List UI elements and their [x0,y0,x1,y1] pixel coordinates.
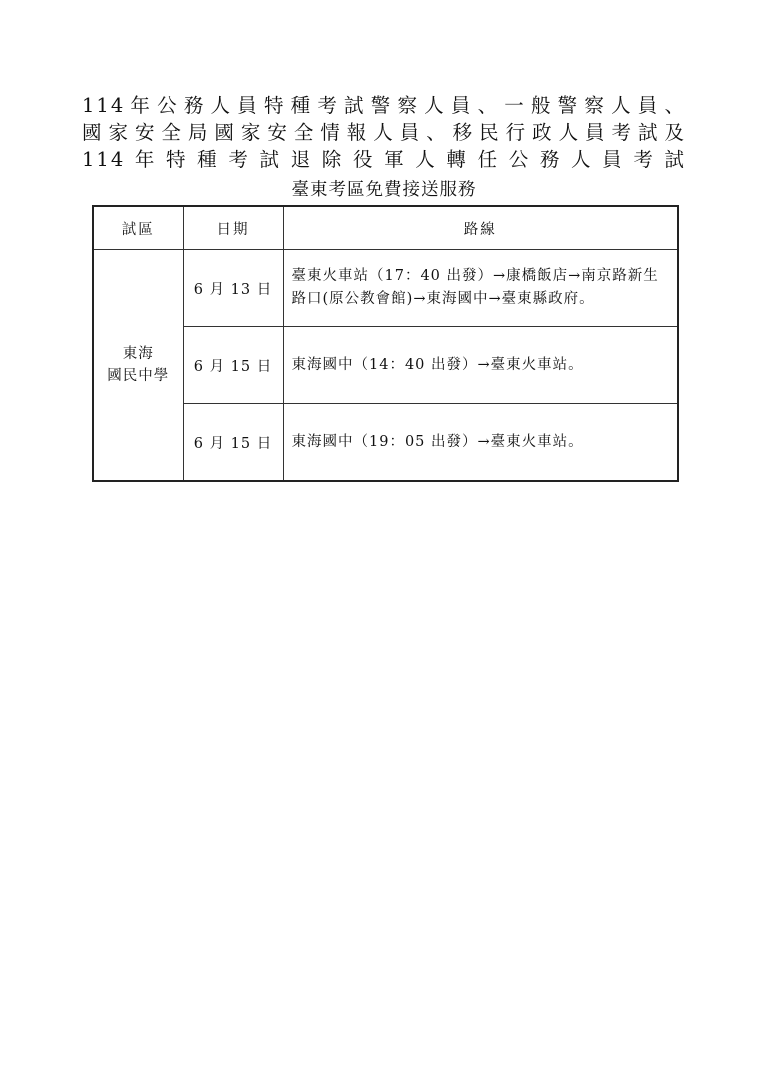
document-subtitle: 臺東考區免費接送服務 [291,180,477,200]
header-date: 日期 [183,206,283,250]
exam-area-line-1: 東海 [122,346,154,362]
header-area: 試區 [93,206,183,250]
route-cell: 東海國中（19：05 出發）→臺東火車站。 [283,404,678,482]
table-row [93,250,678,327]
title-line-3: 114年特種考試退除役軍人轉任公務人員考試 [82,148,686,171]
route-cell: 臺東火車站（17：40 出發）→康橋飯店→南京路新生路口(原公教會館)→東海國中→臺東縣政府。 [283,250,678,327]
table-header-row [93,206,678,250]
title-line-1: 114年公務人員特種考試警察人員、一般警察人員、 [82,94,686,117]
title-line-2: 國家安全局國家安全情報人員、移民行政人員考試及 [82,121,686,144]
date-cell: 6 月 13 日 [183,250,283,327]
route-cell: 東海國中（14：40 出發）→臺東火車站。 [283,327,678,404]
exam-area-line-2: 國民中學 [107,368,170,384]
exam-area-cell [93,250,183,482]
header-route: 路線 [283,206,678,250]
date-cell: 6 月 15 日 [183,327,283,404]
shuttle-route-table [92,205,679,482]
document-title [82,92,686,173]
date-cell: 6 月 15 日 [183,404,283,482]
